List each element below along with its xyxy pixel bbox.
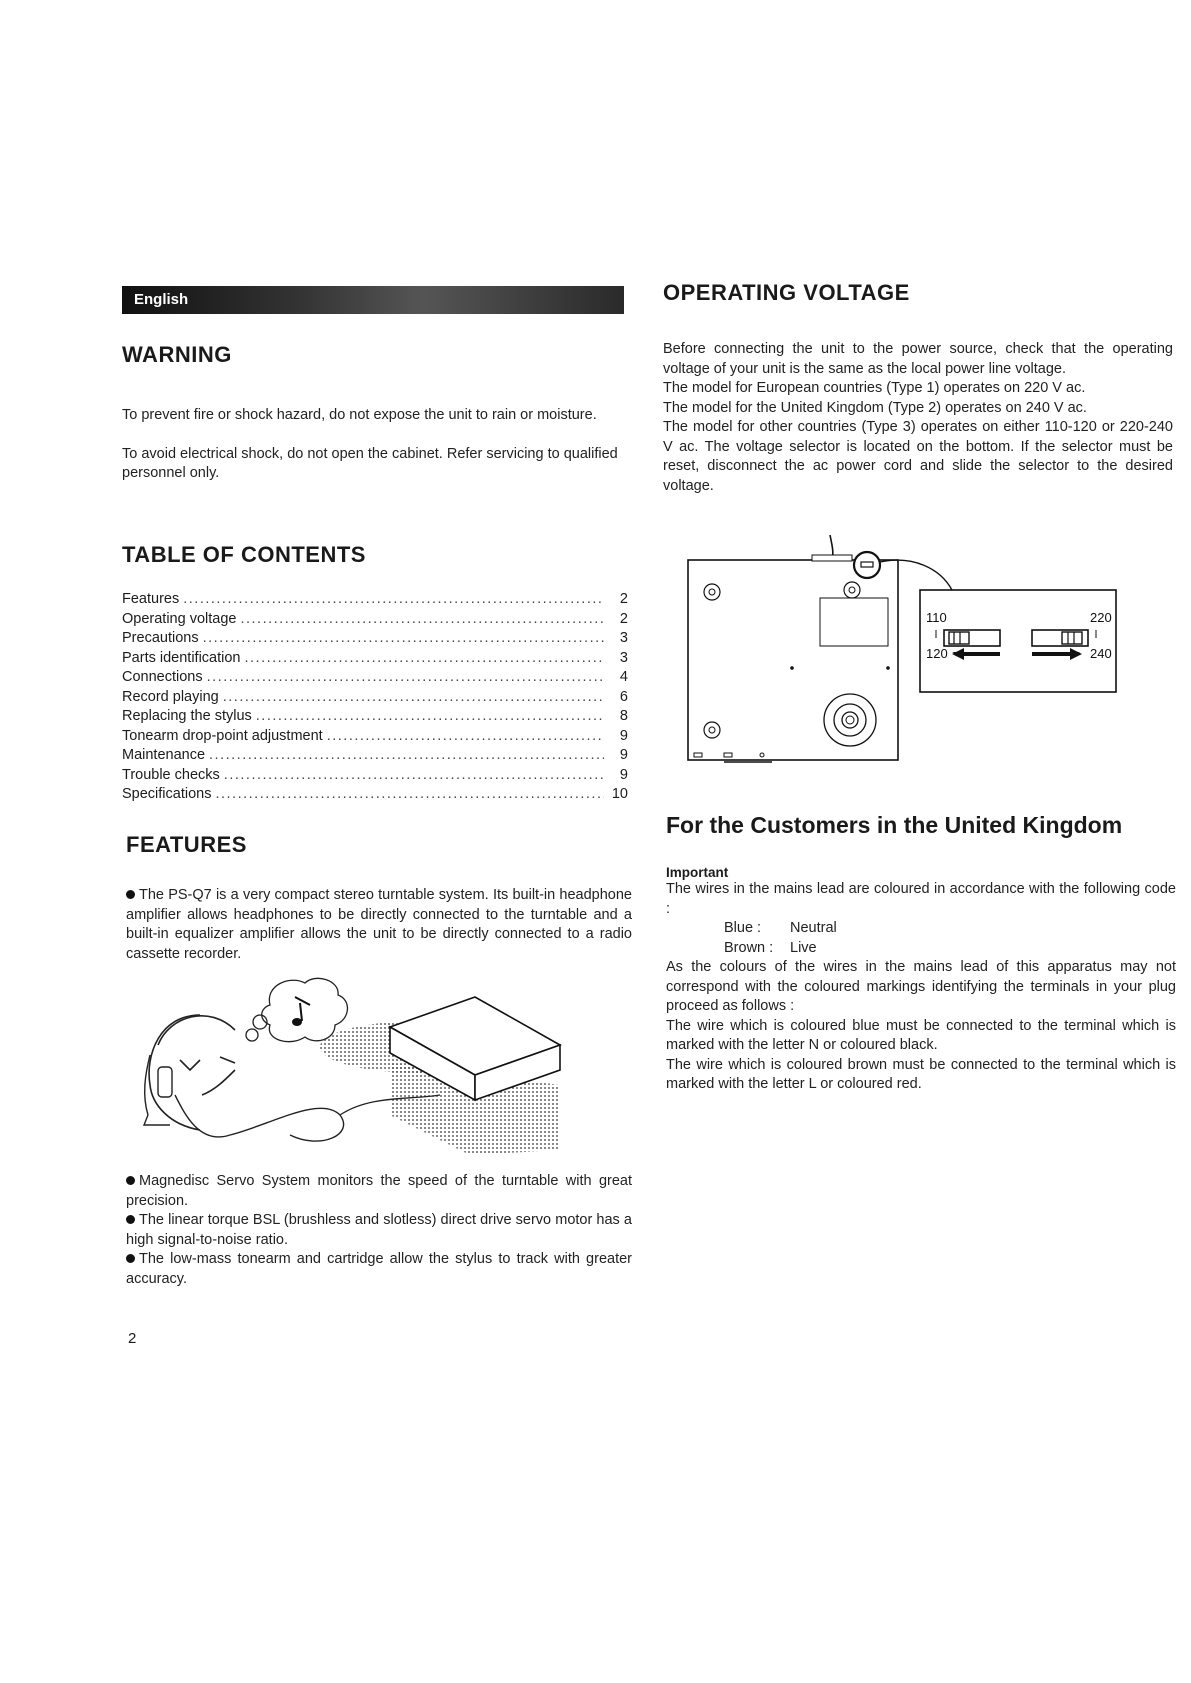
- uk-title: For the Customers in the United Kingdom: [666, 812, 1123, 838]
- label-240: 240: [1090, 646, 1112, 661]
- toc-item-tonearm: Tonearm drop-point adjustment ..... 9: [122, 727, 628, 747]
- warning-section: [122, 342, 628, 484]
- language-label: English: [134, 291, 189, 308]
- voltage-line-4: The model for other countries (Type 3) operates on either 110-120 or 220-240 V ac. The voltage selector is located on the bottom. If the selector must be reset, disconnect the ac power cord and slide the selector to the desired voltage.: [663, 419, 1173, 494]
- selector-zoom-icon: [854, 552, 880, 578]
- feature-bullet-2: The linear torque BSL (brushless and slotless) direct drive servo motor has a high signal-to-noise ratio.: [126, 1212, 632, 1248]
- language-bar: [122, 286, 624, 314]
- operating-voltage-section: [663, 280, 1173, 496]
- voltage-line-3: The model for the United Kingdom (Type 2) operates on 240 V ac.: [663, 399, 1087, 416]
- voltage-line-1: Before connecting the unit to the power source, check that the operating voltage of your unit is the same as the local power line voltage.: [663, 341, 1173, 377]
- toc-item-operating-voltage: Operating voltage ..... 2: [122, 610, 628, 630]
- uk-section: [666, 812, 1176, 1095]
- uk-subtitle: Important: [666, 865, 729, 880]
- uk-intro: The wires in the mains lead are coloured in accordance with the following code :: [666, 881, 1176, 917]
- uk-paragraph-1: As the colours of the wires in the mains lead of this apparatus may not correspond with the coloured markings identifying the terminals in your plug proceed as follows :: [666, 959, 1176, 1014]
- voltage-selector-diagram: [682, 530, 1122, 780]
- toc-item-features: Features ..... 2: [122, 590, 628, 610]
- toc-item-maintenance: Maintenance ..... 9: [122, 746, 628, 766]
- toc-list: [122, 590, 628, 805]
- toc-item-trouble-checks: Trouble checks ..... 9: [122, 766, 628, 786]
- code-row-brown: Brown : Live: [724, 939, 817, 956]
- toc-section: [122, 542, 628, 805]
- toc-item-parts-identification: Parts identification ..... 3: [122, 649, 628, 669]
- bullet-icon: [126, 1215, 135, 1224]
- warning-title: WARNING: [122, 342, 232, 367]
- toc-item-replacing-stylus: Replacing the stylus ..... 8: [122, 707, 628, 727]
- label-120: 120: [926, 646, 948, 661]
- features-section: [126, 832, 632, 964]
- bullet-icon: [126, 890, 135, 899]
- bullet-icon: [126, 1176, 135, 1185]
- features-intro: The PS-Q7 is a very compact stereo turntable system. Its built-in headphone amplifier allows headphones to be directly connected to the turntable and a built-in equalizer amplifier allows the unit to be directly connected to a radio cassette recorder.: [126, 887, 632, 962]
- toc-title: TABLE OF CONTENTS: [122, 542, 366, 567]
- toc-item-specifications: Specifications ..... 10: [122, 785, 628, 805]
- voltage-line-2: The model for European countries (Type 1) operates on 220 V ac.: [663, 380, 1086, 396]
- features-bullets: [126, 1172, 632, 1289]
- toc-item-connections: Connections ..... 4: [122, 668, 628, 688]
- toc-item-record-playing: Record playing ..... 6: [122, 688, 628, 708]
- code-row-blue: Blue : Neutral: [724, 920, 837, 936]
- uk-paragraph-2: The wire which is coloured blue must be connected to the terminal which is marked with the letter N or coloured black.: [666, 1017, 1176, 1053]
- warning-paragraph-1: To prevent fire or shock hazard, do not expose the unit to rain or moisture.: [122, 407, 597, 423]
- toc-item-precautions: Precautions ..... 3: [122, 629, 628, 649]
- warning-paragraph-2: To avoid electrical shock, do not open the cabinet. Refer servicing to qualified personnel only.: [122, 445, 618, 481]
- feature-bullet-1: Magnedisc Servo System monitors the speed of the turntable with great precision.: [126, 1173, 632, 1209]
- headphone-turntable-illustration: [140, 975, 610, 1165]
- label-110: 110: [926, 610, 947, 625]
- feature-bullet-3: The low-mass tonearm and cartridge allow the stylus to track with greater accuracy.: [126, 1251, 632, 1287]
- features-title: FEATURES: [126, 832, 247, 857]
- page-number: 2: [128, 1330, 137, 1347]
- bullet-icon: [126, 1254, 135, 1263]
- label-220: 220: [1090, 610, 1112, 625]
- operating-voltage-title: OPERATING VOLTAGE: [663, 280, 910, 305]
- uk-paragraph-3: The wire which is coloured brown must be connected to the terminal which is marked with the letter L or coloured red.: [666, 1056, 1176, 1092]
